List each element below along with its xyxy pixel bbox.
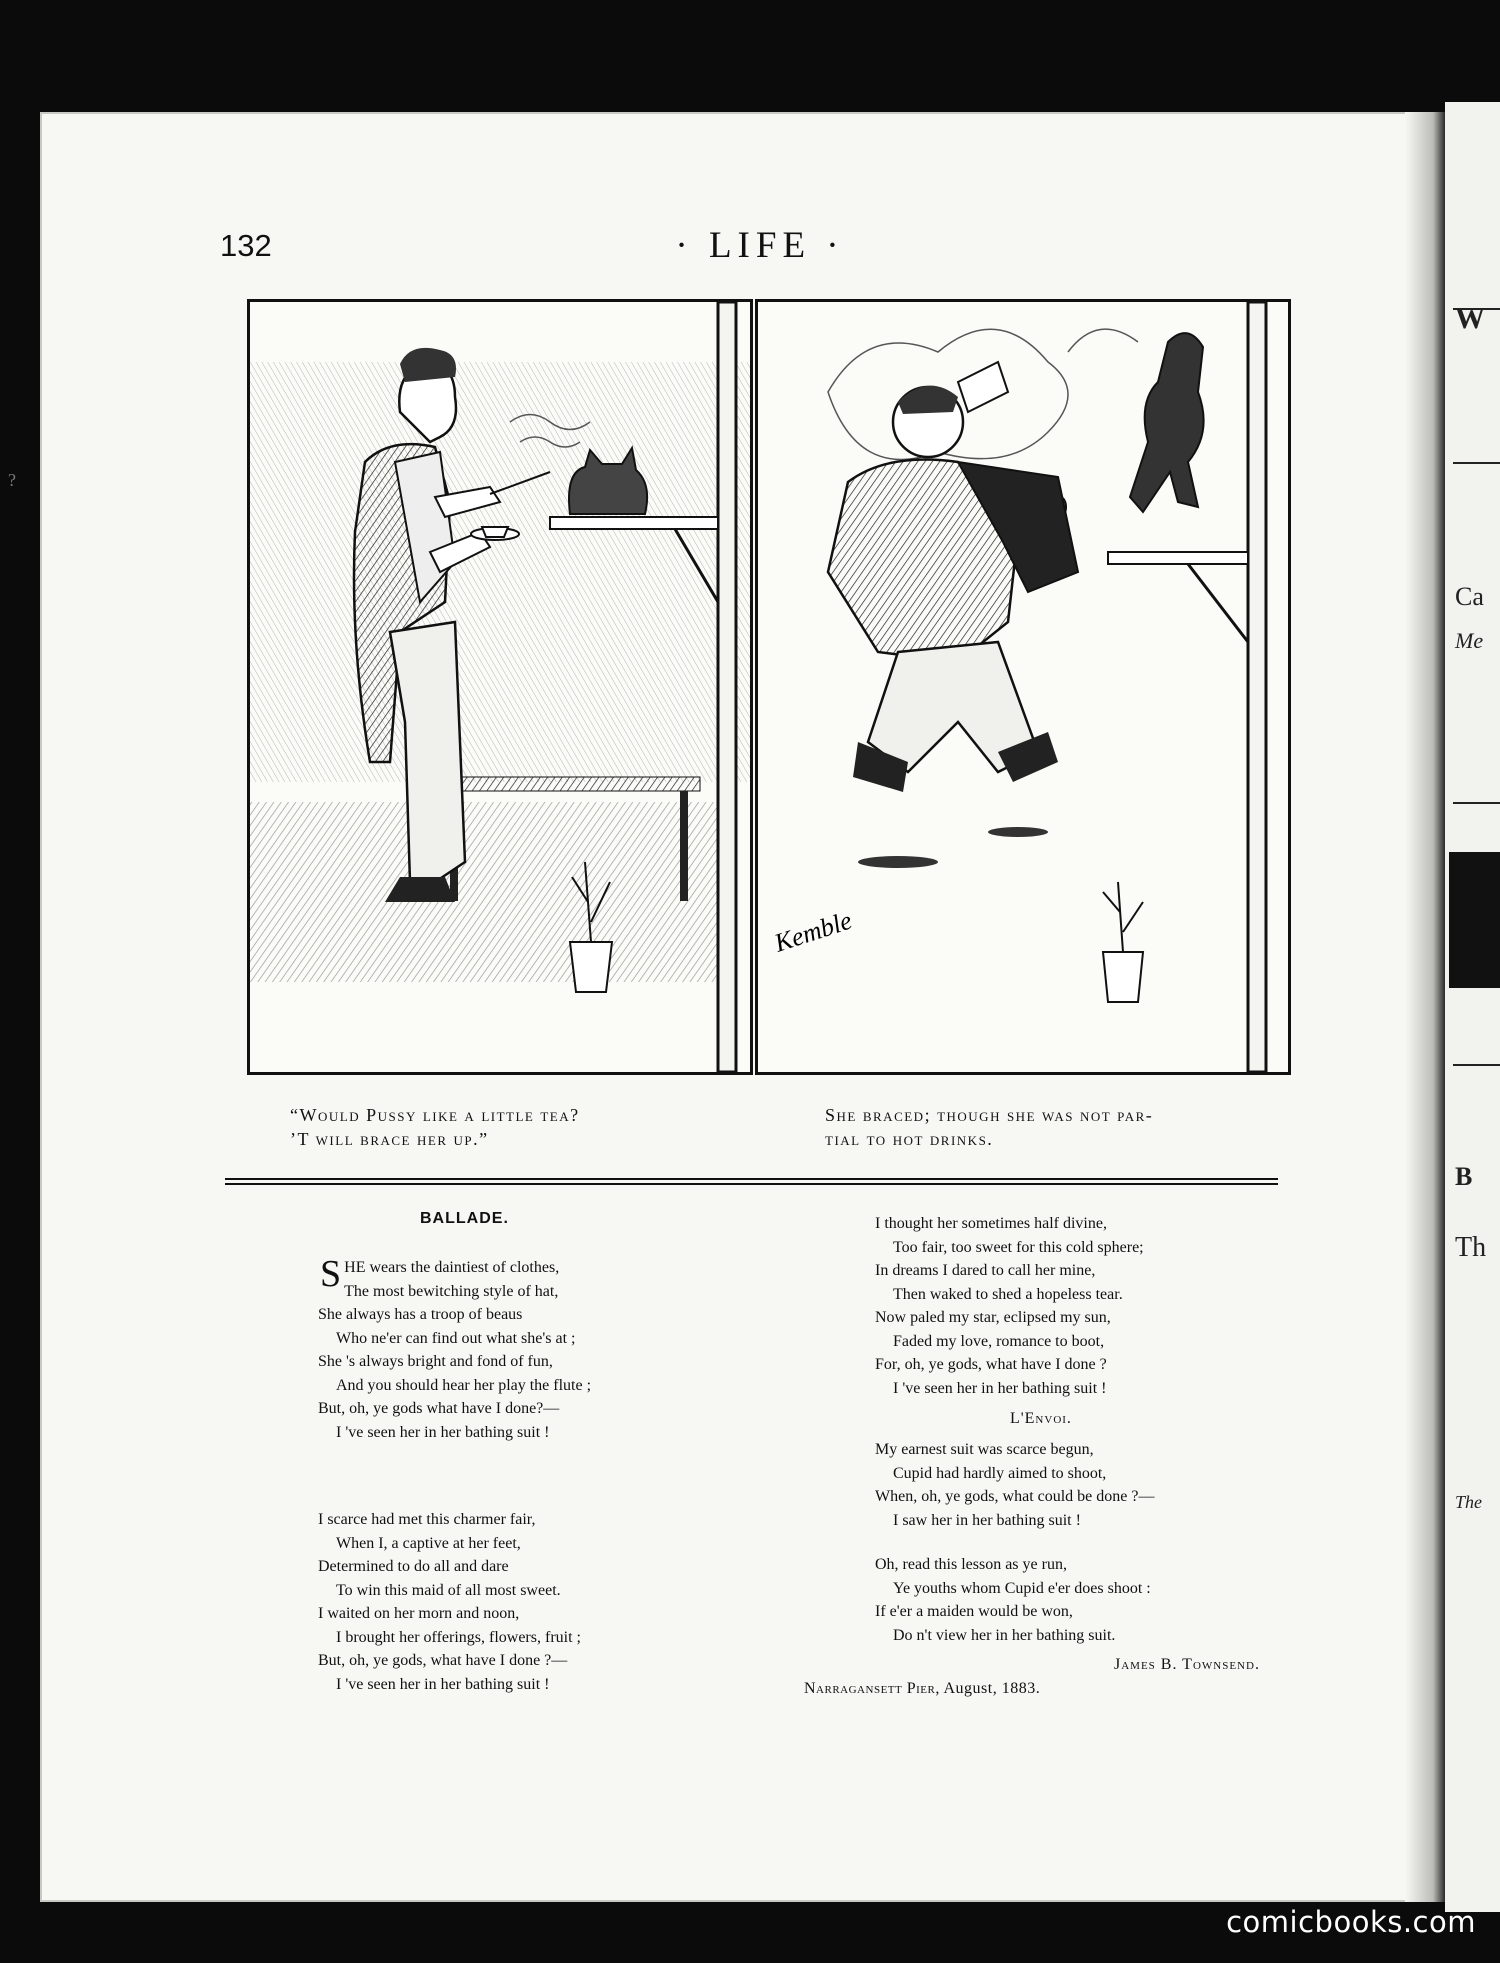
poem-line: Then waked to shed a hopeless tear. — [893, 1285, 1123, 1303]
illustration-man-scratched-by-cat — [758, 302, 1288, 1072]
adjacent-fragment: Th — [1455, 1232, 1487, 1263]
adjacent-ad-block — [1449, 852, 1500, 988]
double-rule-top — [225, 1178, 1278, 1180]
poem-line: Faded my love, romance to boot, — [893, 1332, 1105, 1350]
poem-line: I thought her sometimes half divine, — [875, 1215, 1107, 1232]
poem-line: I 've seen her in her bathing suit ! — [336, 1675, 550, 1693]
caption-left-line: ’T will brace her up.” — [290, 1129, 489, 1149]
adjacent-fragment: Me — [1455, 628, 1484, 653]
adjacent-rule — [1453, 802, 1500, 804]
illustration-man-offering-tea — [250, 302, 750, 1072]
watermark: comicbooks.com — [1226, 1905, 1476, 1939]
poem-line: HE wears the daintiest of clothes, — [344, 1259, 560, 1276]
poem-line: When, oh, ye gods, what could be done ?— — [875, 1488, 1155, 1505]
envoi-stanza-1 — [875, 1438, 1154, 1532]
poem-line: In dreams I dared to call her mine, — [875, 1262, 1096, 1279]
cartoon-panel-right — [755, 299, 1291, 1075]
poem-line: The most bewitching style of hat, — [344, 1282, 559, 1300]
stanza-2 — [318, 1508, 581, 1696]
poem-line: Determined to do all and dare — [318, 1558, 509, 1575]
adjacent-rule — [1453, 462, 1500, 464]
poem-line: I scarce had met this charmer fair, — [318, 1511, 536, 1528]
dateline-date: August, 1883. — [939, 1680, 1041, 1697]
adjacent-fragment: Ca — [1455, 582, 1484, 611]
poem-title: BALLADE. — [420, 1210, 509, 1227]
margin-mark: ? — [8, 470, 16, 490]
poem-line: When I, a captive at her feet, — [336, 1534, 521, 1552]
poem-line: I brought her offerings, flowers, fruit ; — [336, 1628, 581, 1646]
poem-line: Cupid had hardly aimed to shoot, — [893, 1464, 1107, 1482]
poem-line: I saw her in her bathing suit ! — [893, 1511, 1081, 1529]
caption-left — [290, 1103, 740, 1151]
poem-line: For, oh, ye gods, what have I done ? — [875, 1356, 1107, 1373]
poem-line: Oh, read this lesson as ye run, — [875, 1556, 1067, 1573]
cartoon-panel-left — [247, 299, 753, 1075]
poem-line: I 've seen her in her bathing suit ! — [336, 1423, 550, 1441]
caption-right-line: She braced; though she was not par- — [825, 1105, 1154, 1125]
adjacent-fragment: The — [1455, 1492, 1482, 1512]
poem-line: To win this maid of all most sweet. — [336, 1581, 561, 1599]
caption-right-line: tial to hot drinks. — [825, 1129, 994, 1149]
page-number: 132 — [220, 228, 272, 263]
poem-line: My earnest suit was scarce begun, — [875, 1441, 1094, 1458]
poem-line: Do n't view her in her bathing suit. — [893, 1626, 1116, 1644]
caption-left-line: “Would Pussy like a little tea? — [290, 1105, 580, 1125]
adjacent-rule — [1453, 1064, 1500, 1066]
envoi-stanza-2 — [875, 1553, 1151, 1647]
poem-line: Ye youths whom Cupid e'er does shoot : — [893, 1579, 1151, 1597]
poem-line: I waited on her morn and noon, — [318, 1605, 520, 1622]
poem-line: She always has a troop of beaus — [318, 1306, 523, 1323]
adjacent-page-sliver — [1445, 102, 1500, 1912]
drop-cap: S — [320, 1253, 342, 1295]
dateline-place: Narragansett Pier, — [804, 1680, 940, 1697]
poem-line: But, oh, ye gods what have I done?— — [318, 1400, 560, 1417]
stanza-3 — [875, 1212, 1144, 1400]
envoi-heading: L'Envoi. — [1010, 1410, 1072, 1427]
poem-line: If e'er a maiden would be won, — [875, 1603, 1073, 1620]
page-gutter — [1405, 112, 1445, 1902]
poem-line: Too fair, too sweet for this cold sphere; — [893, 1238, 1144, 1256]
double-rule-bottom — [225, 1183, 1278, 1185]
poem-line: She 's always bright and fond of fun, — [318, 1353, 553, 1370]
poem-line: But, oh, ye gods, what have I done ?— — [318, 1652, 568, 1669]
adjacent-fragment: W — [1455, 302, 1485, 335]
adjacent-fragment: B — [1455, 1162, 1473, 1191]
poem-line: I 've seen her in her bathing suit ! — [893, 1379, 1107, 1397]
caption-right — [825, 1103, 1265, 1151]
masthead-title: · LIFE · — [675, 225, 845, 266]
stanza-1 — [318, 1253, 592, 1444]
poem-line: And you should hear her play the flute ; — [336, 1376, 592, 1394]
poem-line: Now paled my star, eclipsed my sun, — [875, 1309, 1111, 1326]
poem-author: James B. Townsend. — [1114, 1656, 1260, 1673]
dateline — [804, 1680, 1040, 1698]
artist-signature: Kemble — [770, 905, 856, 958]
poem-line: Who ne'er can find out what she's at ; — [336, 1329, 576, 1347]
